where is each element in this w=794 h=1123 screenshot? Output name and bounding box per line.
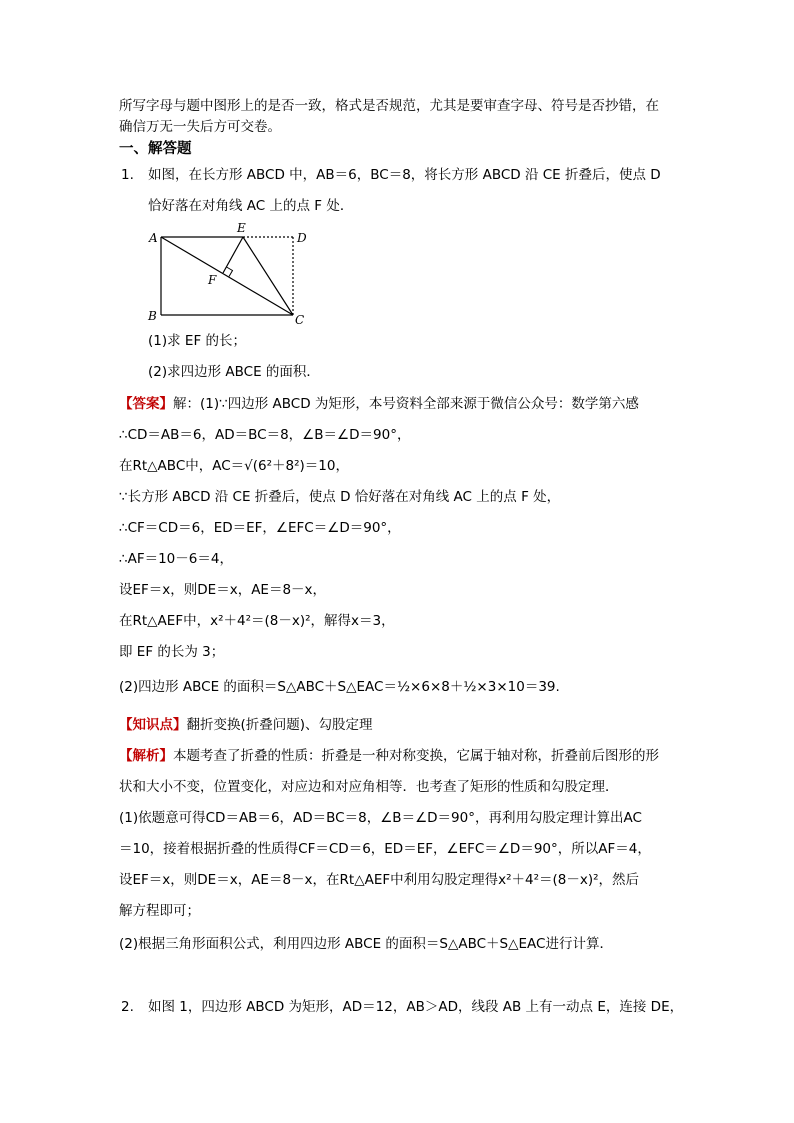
analysis-line-1 xyxy=(119,747,659,765)
knowledge-text: 翻折变换(折叠问题)、勾股定理 xyxy=(186,717,373,733)
q1-stem-line-2: 恰好落在对角线 AC 上的点 F 处． xyxy=(148,198,354,214)
label-B: B xyxy=(148,309,157,323)
answer-tag: 【答案】 xyxy=(119,396,173,412)
label-A: A xyxy=(149,231,158,245)
answer-line-2: ∴CD＝AB＝6，AD＝BC＝8，∠B＝∠D＝90°， xyxy=(119,427,411,443)
answer-line-9: 即 EF 的长为 3； xyxy=(119,644,225,660)
analysis-line-5: 设EF＝x，则DE＝x，AE＝8－x，在Rt△AEF中利用勾股定理得x²＋4²＝(8－x)²，然后 xyxy=(119,872,640,888)
knowledge-tag: 【知识点】 xyxy=(119,717,187,733)
answer-line-1 xyxy=(119,395,639,413)
analysis-line-2: 状和大小不变，位置变化，对应边和对应角相等．也考查了矩形的性质和勾股定理． xyxy=(119,779,619,795)
right-angle-mark xyxy=(227,267,233,277)
label-F: F xyxy=(208,273,217,287)
label-D: D xyxy=(297,231,307,245)
q2-stem: 如图 1，四边形 ABCD 为矩形，AD＝12，AB＞AD，线段 AB 上有一动点 E，连接 DE， xyxy=(148,999,684,1015)
q1-figure xyxy=(140,218,315,328)
label-E: E xyxy=(237,221,246,235)
analysis-tag: 【解析】 xyxy=(119,748,173,764)
answer-line-3: 在Rt△ABC中，AC＝√(6²＋8²)＝10， xyxy=(119,458,349,474)
answer-line-7: 设EF＝x，则DE＝x，AE＝8－x， xyxy=(119,582,327,598)
knowledge-line xyxy=(119,716,373,734)
section-title: 一、解答题 xyxy=(119,141,192,157)
answer-first-text: 解：(1)∵四边形 ABCD 为矩形，本号资料全部来源于微信公众号：数学第六感 xyxy=(173,396,639,412)
answer-line-10: (2)四边形 ABCE 的面积＝S△ABC＋S△EAC＝½×6×8＋½×3×10＝39. xyxy=(119,679,560,695)
q1-number: 1. xyxy=(121,167,134,183)
answer-line-8: 在Rt△AEF中，x²＋4²＝(8－x)²，解得x＝3， xyxy=(119,613,395,629)
fold-line-CE xyxy=(243,237,293,315)
q1-part-2: (2)求四边形 ABCE 的面积． xyxy=(148,364,320,380)
analysis-first-text: 本题考查了折叠的性质：折叠是一种对称变换，它属于轴对称，折叠前后图形的形 xyxy=(173,748,659,764)
answer-line-5: ∴CF＝CD＝6，ED＝EF，∠EFC＝∠D＝90°， xyxy=(119,520,401,536)
analysis-line-7: (2)根据三角形面积公式，利用四边形 ABCE 的面积＝S△ABC＋S△EAC进行计算． xyxy=(119,936,613,952)
diagonal-AC xyxy=(161,237,293,315)
answer-line-4: ∵长方形 ABCD 沿 CE 折叠后，使点 D 恰好落在对角线 AC 上的点 F 处， xyxy=(119,489,561,505)
q1-part-1: (1)求 EF 的长； xyxy=(148,333,247,349)
answer-line-6: ∴AF＝10－6＝4， xyxy=(119,551,233,567)
analysis-line-6: 解方程即可； xyxy=(119,903,200,919)
analysis-line-4: ＝10，接着根据折叠的性质得CF＝CD＝6，ED＝EF，∠EFC＝∠D＝90°，所以AF＝4， xyxy=(119,841,651,857)
intro-line-2: 确信万无一失后方可交卷。 xyxy=(119,119,281,135)
segment-EF xyxy=(223,237,243,273)
q1-stem-line-1: 如图，在长方形 ABCD 中，AB＝6，BC＝8，将长方形 ABCD 沿 CE 折叠后，使点 D xyxy=(148,167,661,183)
analysis-line-3: (1)依题意可得CD＝AB＝6，AD＝BC＝8，∠B＝∠D＝90°，再利用勾股定理计算出AC xyxy=(119,810,642,826)
label-C: C xyxy=(295,313,305,327)
intro-line-1: 所写字母与题中图形上的是否一致，格式是否规范，尤其是要审查字母、符号是否抄错，在 xyxy=(119,98,659,114)
q2-number: 2. xyxy=(121,999,134,1015)
